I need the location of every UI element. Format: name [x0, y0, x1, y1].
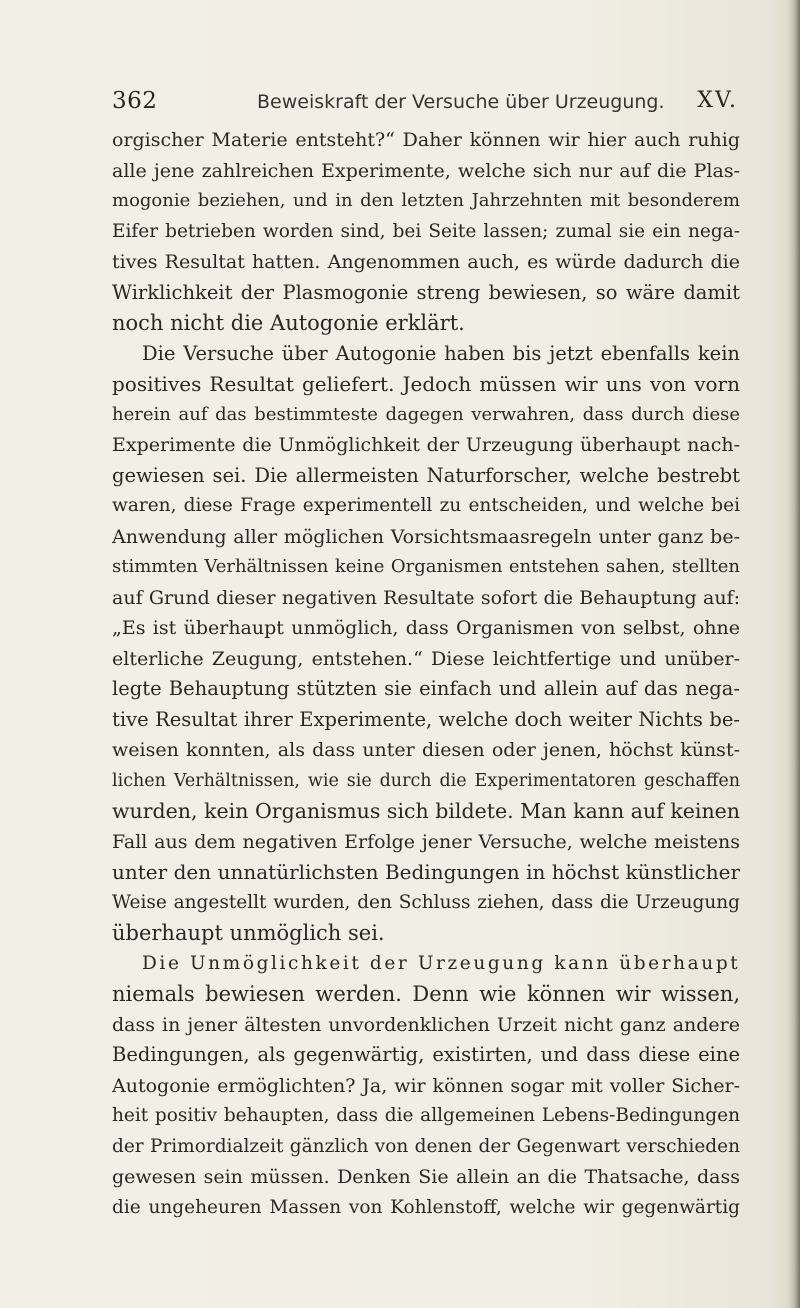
text-line: dass in jener ältesten unvordenklichen Urzeit nicht ganz andere [112, 1013, 740, 1036]
text-line: herein auf das bestimmteste dagegen verwahren, dass durch diese [112, 403, 740, 425]
text-line: tives Resultat hatten. Angenommen auch, es würde dadurch die [112, 251, 740, 273]
text-line: gewesen sein müssen. Denken Sie allein an die Thatsache, dass [112, 1166, 740, 1188]
text-line: der Primordialzeit gänzlich von denen der Gegenwart verschieden [112, 1135, 740, 1157]
text-line: Autogonie ermöglichten? Ja, wir können sogar mit voller Sicher- [112, 1074, 740, 1097]
text-line: stimmten Verhältnissen keine Organismen entstehen sahen, stellten [112, 556, 740, 577]
text-line: unter den unnatürlichsten Bedingungen in höchst künstlicher [112, 860, 740, 884]
chapter-number: XV. [697, 88, 738, 113]
paragraph-start-line: Die Versuche über Autogonie haben bis jetzt ebenfalls kein [142, 341, 740, 365]
text-line: „Es ist überhaupt unmöglich, dass Organismen von selbst, ohne [112, 617, 740, 639]
body-text [112, 125, 740, 1223]
text-line: Experimente die Unmöglichkeit der Urzeugung überhaupt nach- [112, 434, 740, 456]
page-number: 362 [112, 88, 158, 114]
running-title: Beweiskraft der Versuche über Urzeugung. [257, 91, 665, 113]
text-line: heit positiv behaupten, dass die allgemeinen Lebens-Bedingungen [112, 1105, 740, 1126]
text-line: Weise angestellt wurden, den Schluss ziehen, dass die Urzeugung [112, 891, 740, 913]
text-line: auf Grund dieser negativen Resultate sofort die Behauptung auf: [112, 586, 740, 609]
text-line: Bedingungen, als gegenwärtig, existirten, und dass diese eine [112, 1043, 740, 1066]
text-line: noch nicht die Autogonie erklärt. [112, 311, 465, 335]
text-line: alle jene zahlreichen Experimente, welche sich nur auf die Plas- [112, 159, 740, 182]
text-line: orgischer Materie entsteht?“ Daher können wir hier auch ruhig [112, 129, 740, 151]
text-line: wurden, kein Organismus sich bildete. Man kann auf keinen [112, 799, 740, 823]
text-line: niemals bewiesen werden. Denn wie können wir wissen, [112, 982, 740, 1006]
text-line: elterliche Zeugung, entstehen.“ Diese leichtfertige und unüber- [112, 647, 740, 670]
text-line: positives Resultat geliefert. Jedoch müssen wir uns von vorn [112, 372, 740, 396]
text-line: weisen konnten, als dass unter diesen oder jenen, höchst künst- [112, 739, 740, 761]
text-line: überhaupt unmöglich sei. [112, 921, 385, 945]
text-line: Wirklichkeit der Plasmogonie streng bewiesen, so wäre damit [112, 280, 740, 304]
text-line: Fall aus dem negativen Erfolge jener Versuche, welche meistens [112, 830, 740, 853]
running-head [112, 84, 738, 118]
emphasized-line: Die Unmöglichkeit der Urzeugung kann überhaupt [142, 952, 740, 974]
page-edge-shadow [788, 0, 800, 1308]
text-line: mogonie beziehen, und in den letzten Jahrzehnten mit besonderem [112, 190, 740, 211]
text-line: tive Resultat ihrer Experimente, welche doch weiter Nichts be- [112, 707, 740, 731]
text-line: Eifer betrieben worden sind, bei Seite lassen; zumal sie ein nega- [112, 220, 740, 242]
text-line: gewiesen sei. Die allermeisten Naturforscher, welche bestrebt [112, 463, 740, 487]
text-line: Anwendung aller möglichen Vorsichtsmaasregeln unter ganz be- [112, 525, 740, 548]
text-line: legte Behauptung stützten sie einfach und allein auf das nega- [112, 677, 740, 700]
text-line: die ungeheuren Massen von Kohlenstoff, welche wir gegenwärtig [112, 1196, 740, 1218]
text-line: waren, diese Frage experimentell zu entscheiden, und welche bei [112, 495, 740, 516]
text-line: lichen Verhältnissen, wie sie durch die Experimentatoren geschaffen [112, 770, 740, 791]
